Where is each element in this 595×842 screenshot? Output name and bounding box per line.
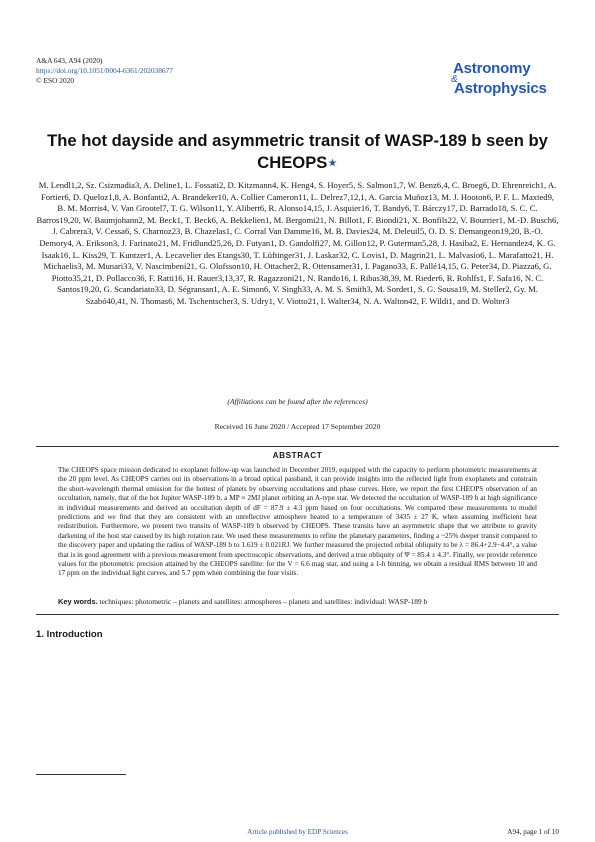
footer-publisher[interactable]: Article published by EDP Sciences — [247, 828, 348, 836]
intro-heading: 1. Introduction — [36, 629, 103, 640]
logo-line-astronomy: Astronomy — [453, 60, 531, 77]
logo-ampersand: & — [451, 74, 458, 85]
keywords-label: Key words. — [58, 597, 98, 606]
abstract-bottom-rule — [36, 614, 559, 615]
keywords-text: techniques: photometric – planets and satellites: atmospheres – planets and satellites: individual: WASP-189 b — [99, 597, 428, 606]
footnote-rule — [36, 774, 126, 775]
journal-metadata — [36, 56, 173, 87]
keywords — [58, 597, 537, 607]
title-footnote-star[interactable]: ⋆ — [327, 153, 338, 172]
abstract-text: The CHEOPS space mission dedicated to exoplanet follow-up was launched in December 2019, equipped with the capacity to perform photometric measurements at the 20 ppm level. As CHEOPS carries out its observations in a broad optical passband, it can provide insights into the reflected light from exoplanets and constrain the short-wavelength thermal emission for the hottest of planets by observing occultations and phase curves. Here, we report the first CHEOPS observation of an occultation, namely, that of the hot Jupiter WASP-189 b, a MP ≈ 2MJ planet orbiting an A-type star. We detected the occultation of WASP-189 b at high significance in individual measurements and derived an occultation depth of dF = 87.9 ± 4.3 ppm based on four occultations. We compared these measurements to model predictions and we find that they are consistent with an unreflective atmosphere heated to a temperature of 3435 ± 27 K, when assuming inefficient heat redistribution. Furthermore, we present two transits of WASP-189 b observed by CHEOPS. These transits have an asymmetric shape that we attribute to gravity darkening of the host star caused by its high rotation rate. We used these measurements to refine the planetary parameters, finding a ~25% deeper transit compared to the discovery paper and updating the radius of WASP-189 b to 1.619 ± 0.021RJ. We further measured the projected orbital obliquity to be λ = 86.4+2.9−4.4°, a value that is in good agreement with a previous measurement from spectroscopic observations, and derived a true obliquity of Ψ = 85.4 ± 4.3°. Finally, we provide reference values for the photometric precision attained by the CHEOPS satellite: for the V = 6.6 mag star, and using a 1-h binning, we obtain a residual RMS between 10 and 17 ppm on the individual light curves, and 5.7 ppm when combining the four visits. — [58, 466, 537, 578]
journal-reference: A&A 643, A94 (2020) — [36, 56, 103, 65]
paper-title — [40, 130, 555, 174]
doi-link[interactable]: https://doi.org/10.1051/0004-6361/202038677 — [36, 66, 174, 76]
footer-page-number: A94, page 1 of 10 — [507, 828, 559, 836]
copyright: © ESO 2020 — [36, 76, 75, 86]
received-dates: Received 16 June 2020 / Accepted 17 September 2020 — [214, 422, 381, 431]
affiliations-note: (Affiliations can be found after the references) — [227, 397, 368, 406]
abstract-top-rule — [36, 446, 559, 447]
abstract-heading: ABSTRACT — [272, 451, 323, 460]
journal-logo — [451, 60, 561, 104]
title-text: The hot dayside and asymmetric transit of WASP-189 b seen by CHEOPS — [47, 131, 548, 172]
logo-line-astrophysics: Astrophysics — [454, 80, 547, 97]
intro-column-left — [36, 630, 286, 645]
author-list: M. Lendl1,2, Sz. Csizmadia3, A. Deline1, L. Fossati2, D. Kitzmann4, K. Heng4, S. Hoyer5, S. Salmon1,7, W. Benz6,4, C. Broeg6, D. Ehrenreich1, A. Fortier6, D. Queloz1,8, A. Bonfanti2, A. Brandeker10, A. Collier Cameron11, L. Delrez7,12,1, A. Garcia Muñoz13, M. J. Hooton6, P. F. L. Maxted9, B. M. Morris4, V. Van Grootel7, T. G. Wilson11, Y. Alibert6, R. Alonso14,15, J. Asquier16, T. Bandy6, T. Bárczy17, D. Barrado18, S. C. C. Barros19,20, W. Baumjohann2, M. Beck1, T. Beck6, A. Bekkelien1, M. Bergomi21, N. Billot1, F. Biondi21, X. Bonfils22, V. Bourrier1, M.-D. Busch6, J. Cabrera3, V. Cessa6, S. Charnoz23, B. Chazelas1, C. Corral Van Damme16, M. B. Davies24, M. Deleuil5, O. D. S. Demangeon19,20, B.-O. Demory4, A. Erikson3, J. Farinato21, M. Fridlund25,26, D. Futyan1, D. Gandolfi27, M. Gillon12, P. Guterman5,28, J. Hasiba2, E. Hernandez4, K. G. Isaak16, L. Kiss29, T. Kuntzer1, A. Lecavelier des Etangs30, T. Lüftinger31, J. Laskar32, C. Lovis1, D. Magrin21, L. Malvasio6, L. Marafatto21, H. Michaelis3, M. Munari33, V. Nascimbeni21, G. Olofsson10, H. Ottacher2, R. Ottensamer31, I. Pagano33, E. Pallé14,15, G. Peter34, D. Piazza6, G. Piotto35,21, D. Pollacco36, F. Ratti16, H. Rauer3,13,37, R. Ragazzoni21, N. Rando16, I. Ribas38,39, M. Rieder6, R. Rohlfs1, F. Safa16, N. C. Santos19,20, G. Scandariato33, D. Ségransan1, A. E. Simon6, V. Singh33, A. M. S. Smith3, M. Sordet1, S. G. Sousa19, M. Steller2, Gy. M. Szabó40,41, N. Thomas6, M. Tschentscher3, S. Udry1, V. Viotto21, I. Walter34, N. A. Walton42, F. Wildi1, and D. Wolter3 — [36, 180, 559, 306]
